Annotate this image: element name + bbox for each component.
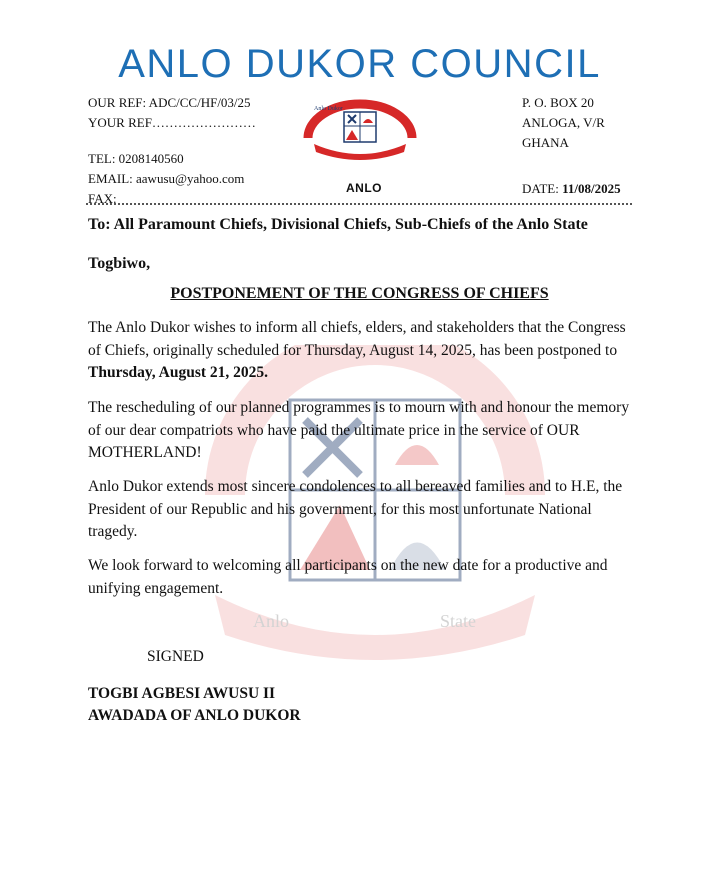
paragraph-1	[88, 317, 633, 385]
signatory-name: TOGBI AGBESI AWUSU II	[88, 685, 276, 702]
salutation: Togbiwo,	[88, 255, 151, 272]
paragraph-4: We look forward to welcoming all participants on the new date for a productive and unifying engagement.	[88, 557, 608, 597]
date-label: DATE:	[522, 181, 559, 196]
paragraph-2: The rescheduling of our planned programmes is to mourn with and honour the memory of our dear compatriots who have paid the ultimate price in the service of OUR MOTHERLAND!	[88, 399, 630, 461]
paragraph-3: Anlo Dukor extends most sincere condolences to all bereaved families and to H.E, the President of our Republic and his government, for this most unfortunate National tragedy.	[88, 478, 623, 540]
your-ref: YOUR REF……………………	[88, 115, 256, 130]
country: GHANA	[522, 135, 569, 150]
new-date: Thursday, August 21, 2025.	[88, 364, 269, 381]
signatory-title: AWADADA OF ANLO DUKOR	[88, 707, 301, 724]
header-divider	[86, 203, 632, 205]
signatory-block	[88, 683, 301, 727]
watermark-left-text: Anlo	[253, 611, 289, 631]
paragraph-1-text: The Anlo Dukor wishes to inform all chiefs, elders, and stakeholders that the Congress of Chiefs, originally scheduled for Thursday, August 14, 2025, has been postponed to	[88, 319, 626, 359]
po-box: P. O. BOX 20	[522, 95, 594, 110]
email: EMAIL: aawusu@yahoo.com	[88, 171, 245, 186]
address-block	[522, 93, 605, 153]
our-ref: OUR REF: ADC/CC/HF/03/25	[88, 95, 251, 110]
emblem-label: ANLO	[346, 181, 382, 195]
fax: FAX:	[88, 191, 117, 206]
subject-heading: POSTPONEMENT OF THE CONGRESS OF CHIEFS	[170, 285, 549, 302]
telephone: TEL: 0208140560	[88, 151, 184, 166]
signed-label: SIGNED	[147, 648, 204, 665]
reference-block	[88, 93, 256, 209]
date-value: 11/08/2025	[562, 181, 621, 196]
town: ANLOGA, V/R	[522, 115, 605, 130]
emblem-ring-text: Anlo Dukor	[314, 106, 343, 112]
recipients-line: To: All Paramount Chiefs, Divisional Chiefs, Sub-Chiefs of the Anlo State	[88, 216, 588, 233]
council-name-heading: ANLO DUKOR COUNCIL	[118, 42, 601, 86]
date-line	[522, 181, 621, 197]
watermark-right-text: State	[440, 611, 476, 631]
council-emblem-logo	[300, 94, 420, 164]
